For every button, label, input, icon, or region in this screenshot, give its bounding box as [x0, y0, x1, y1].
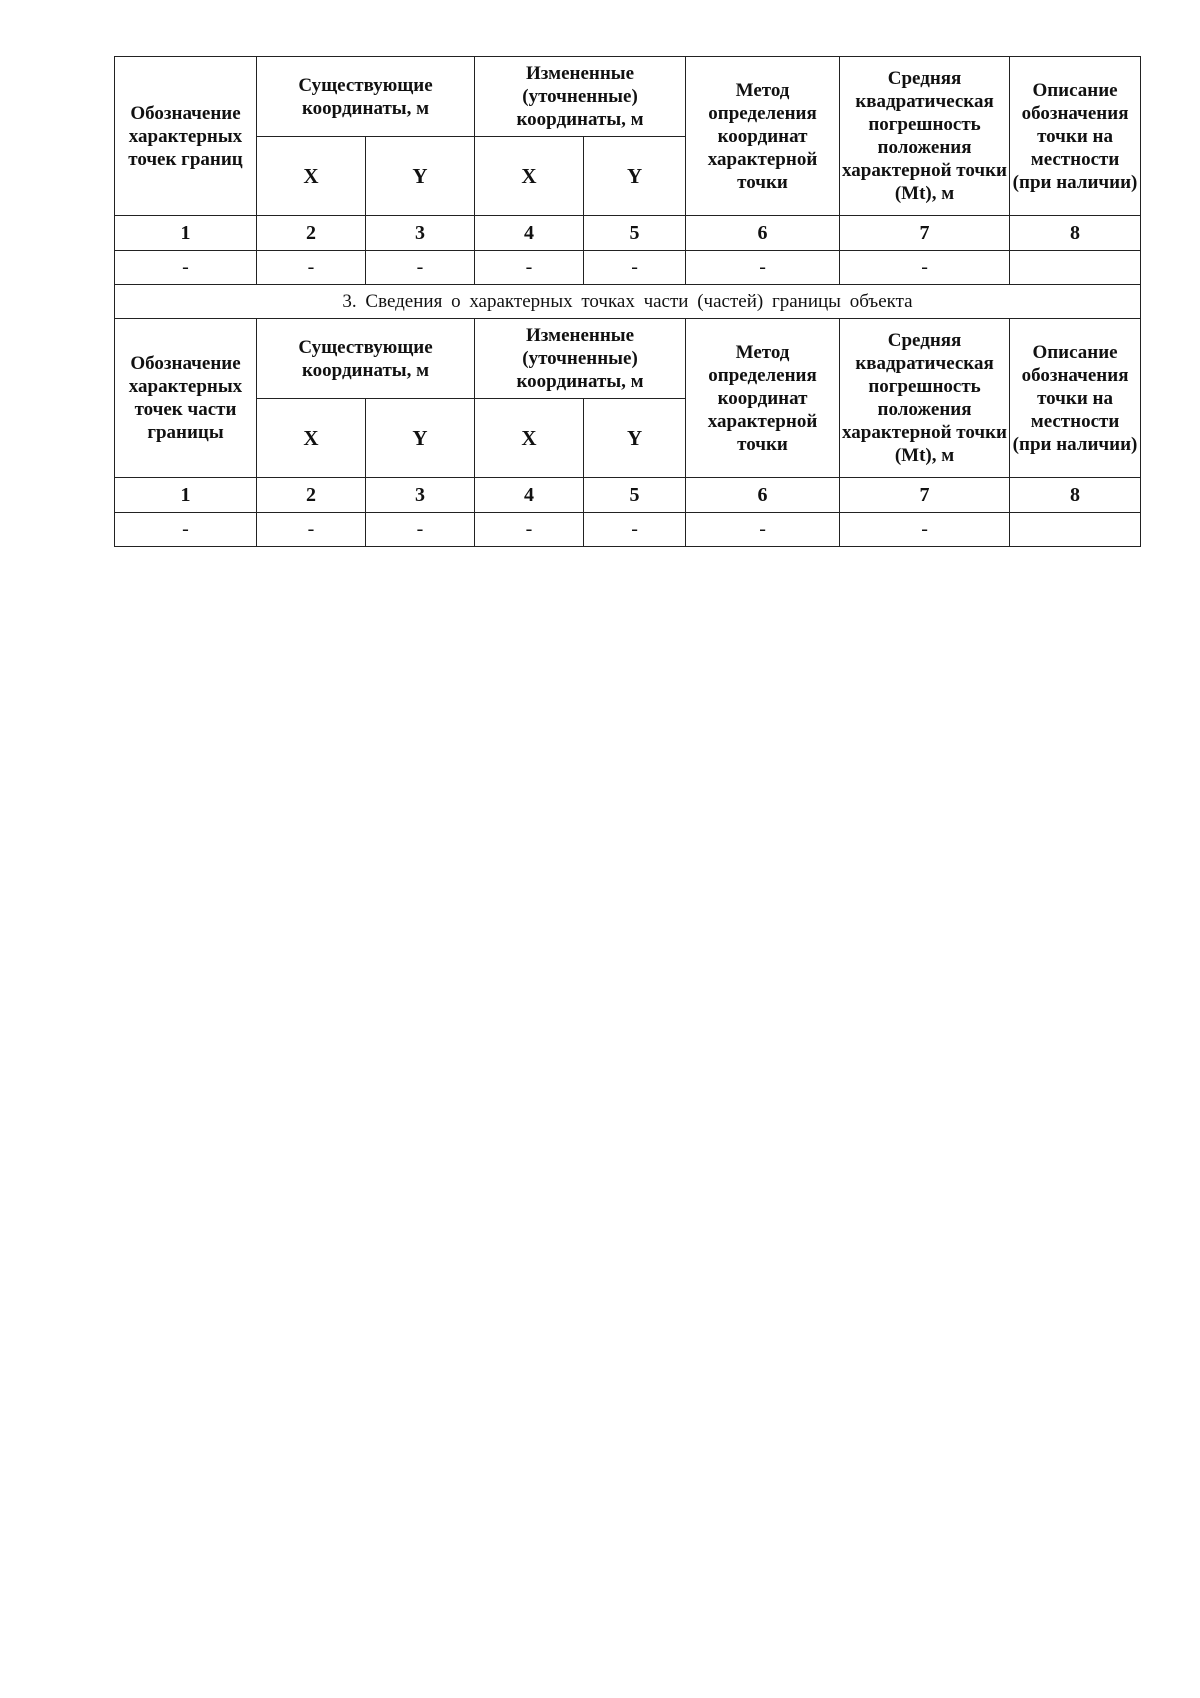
column-number: 3	[366, 478, 475, 513]
table-cell: -	[257, 513, 366, 547]
table-cell: -	[475, 251, 584, 285]
table2-header-x-existing: X	[257, 399, 366, 478]
table-cell: -	[840, 513, 1010, 547]
table1-header-method: Метод определения координат характерной точки	[686, 57, 840, 216]
column-number: 8	[1010, 478, 1141, 513]
column-number: 4	[475, 216, 584, 251]
table-cell: -	[257, 251, 366, 285]
table1-header-y-existing: Y	[366, 137, 475, 216]
column-number: 3	[366, 216, 475, 251]
table-cell: -	[686, 251, 840, 285]
table1-header-row	[115, 57, 1141, 137]
table1-number-row	[115, 216, 1141, 251]
table2-number-row	[115, 478, 1141, 513]
column-number: 7	[840, 478, 1010, 513]
table-cell: -	[584, 513, 686, 547]
column-number: 5	[584, 216, 686, 251]
table-cell: -	[115, 251, 257, 285]
column-number: 6	[686, 216, 840, 251]
column-number: 8	[1010, 216, 1141, 251]
table1-header-designation: Обозначение характерных точек границ	[115, 57, 257, 216]
table-cell: -	[686, 513, 840, 547]
table1-header-x-existing: X	[257, 137, 366, 216]
coordinates-table	[114, 56, 1141, 547]
table2-header-method: Метод определения координат характерной точки	[686, 319, 840, 478]
section-title: 3. Сведения о характерных точках части (частей) границы объекта	[115, 285, 1141, 319]
table1-header-x-changed: X	[475, 137, 584, 216]
table2-header-designation: Обозначение характерных точек части границы	[115, 319, 257, 478]
table2-header-x-changed: X	[475, 399, 584, 478]
table-cell: -	[366, 513, 475, 547]
column-number: 1	[115, 216, 257, 251]
table2-header-rmse: Средняя квадратическая погрешность положения характерной точки (Mt), м	[840, 319, 1010, 478]
table-cell: -	[475, 513, 584, 547]
table2-header-row	[115, 319, 1141, 399]
column-number: 4	[475, 478, 584, 513]
table-cell: -	[840, 251, 1010, 285]
column-number: 1	[115, 478, 257, 513]
table2-header-y-changed: Y	[584, 399, 686, 478]
table1-header-changed-coords: Измененные (уточненные) координаты, м	[475, 57, 686, 137]
table1-header-rmse: Средняя квадратическая погрешность положения характерной точки (Mt), м	[840, 57, 1010, 216]
table-cell	[1010, 251, 1141, 285]
table2-header-y-existing: Y	[366, 399, 475, 478]
table2-header-changed-coords: Измененные (уточненные) координаты, м	[475, 319, 686, 399]
table1-header-existing-coords: Существующие координаты, м	[257, 57, 475, 137]
column-number: 2	[257, 478, 366, 513]
table-cell: -	[115, 513, 257, 547]
table-cell: -	[584, 251, 686, 285]
column-number: 2	[257, 216, 366, 251]
table1-header-y-changed: Y	[584, 137, 686, 216]
column-number: 6	[686, 478, 840, 513]
table2-header-description: Описание обозначения точки на местности (при наличии)	[1010, 319, 1141, 478]
table-cell	[1010, 513, 1141, 547]
table2-header-existing-coords: Существующие координаты, м	[257, 319, 475, 399]
table1-header-description: Описание обозначения точки на местности (при наличии)	[1010, 57, 1141, 216]
table-cell: -	[366, 251, 475, 285]
table1-data-row	[115, 251, 1141, 285]
column-number: 5	[584, 478, 686, 513]
table2-data-row	[115, 513, 1141, 547]
section-title-row	[115, 285, 1141, 319]
column-number: 7	[840, 216, 1010, 251]
